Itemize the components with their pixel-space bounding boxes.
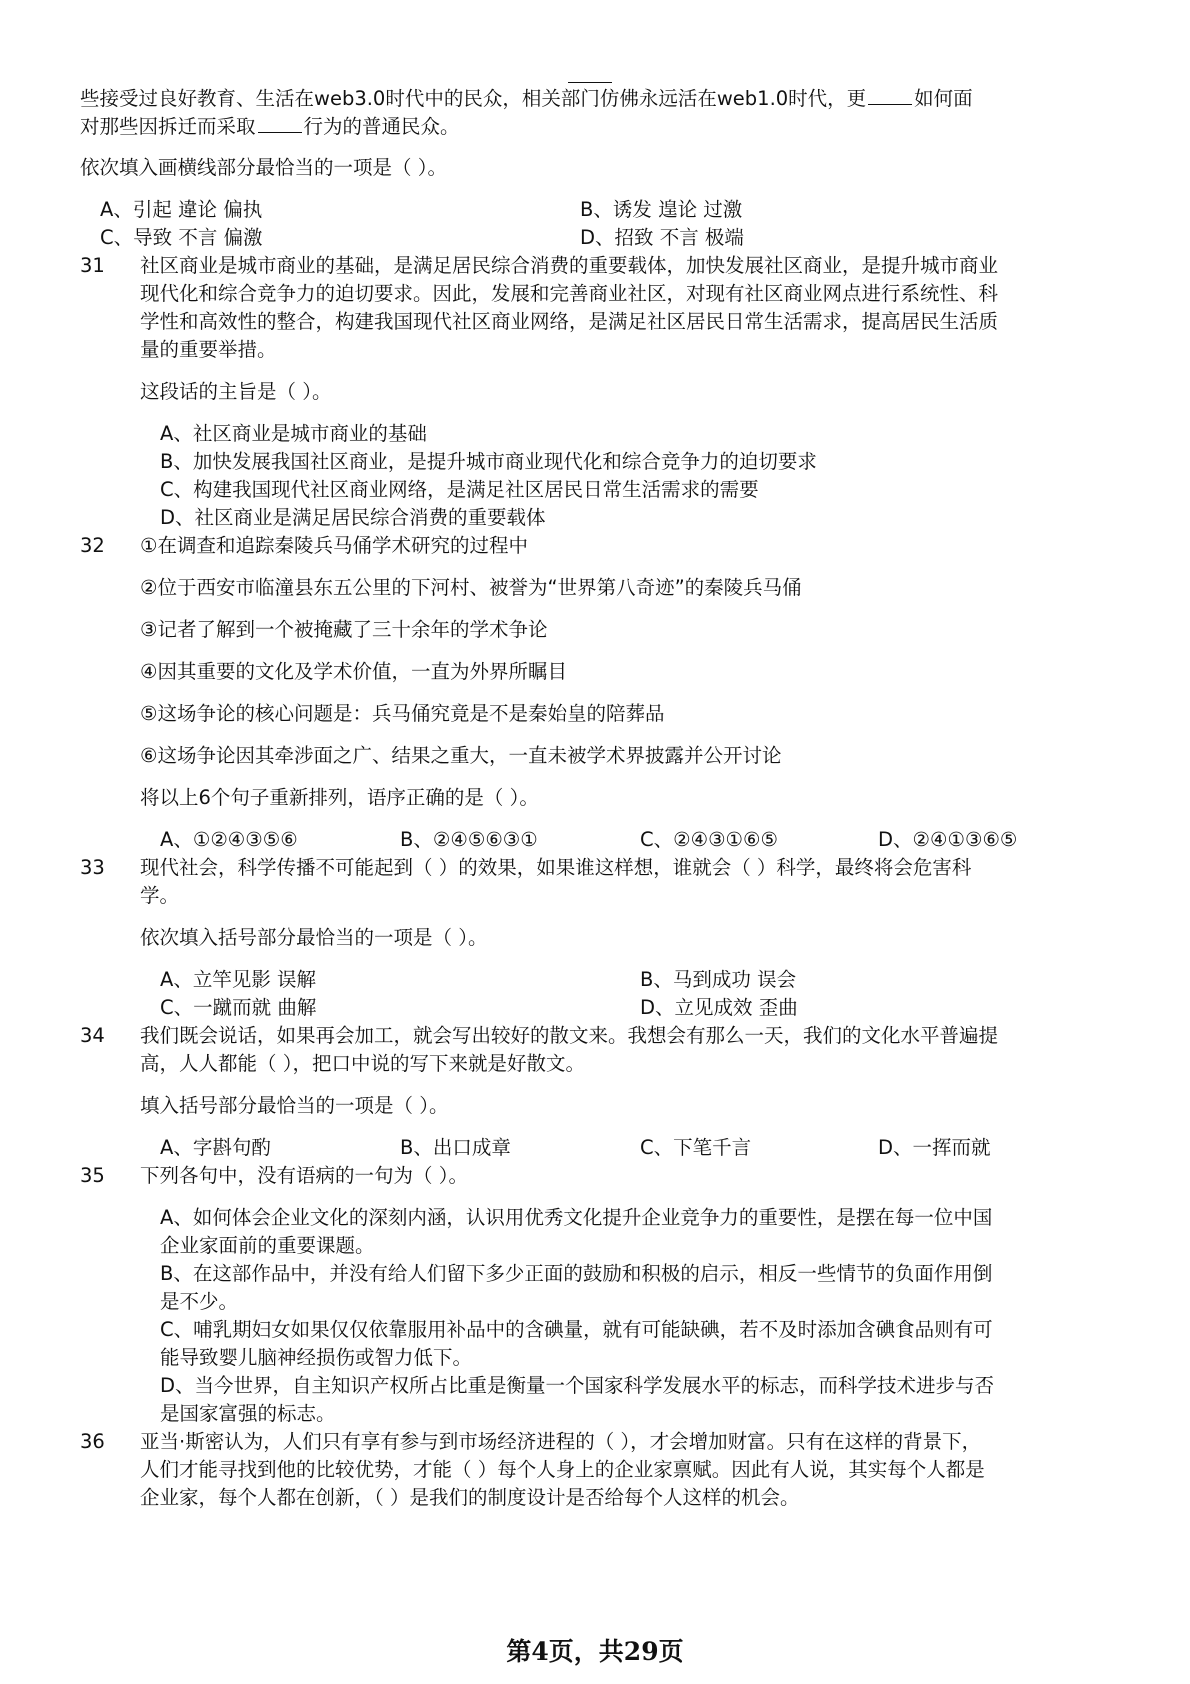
intro-line-2: 对那些因拆迁而采取 行为的普通民众。: [80, 112, 460, 141]
q36-line-2: 人们才能寻找到他的比较优势，才能（ ）每个人身上的企业家禀赋。因此有人说，其实每个人都是: [140, 1458, 985, 1481]
question-number-33: 33: [80, 856, 105, 879]
q32-prompt: 将以上6个句子重新排列，语序正确的是（ ）。: [140, 786, 539, 809]
q32-sentence-3: ③记者了解到一个被掩藏了三十余年的学术争论: [140, 618, 548, 641]
question-number-34: 34: [80, 1024, 105, 1047]
q35-option-c-line-1: C、哺乳期妇女如果仅仅依靠服用补品中的含碘量，就有可能缺碘，若不及时添加含碘食品则有可: [160, 1318, 993, 1341]
q34-option-a: A、字斟句酌: [160, 1136, 271, 1159]
q35-option-d-line-1: D、当今世界，自主知识产权所占比重是衡量一个国家科学发展水平的标志，而科学技术进步与否: [160, 1374, 995, 1397]
q32-sentence-6: ⑥这场争论因其牵涉面之广、结果之重大，一直未被学术界披露并公开讨论: [140, 744, 782, 767]
q34-option-b: B、出口成章: [400, 1136, 511, 1159]
q31-option-a: A、社区商业是城市商业的基础: [160, 422, 427, 445]
q34-line-1: 我们既会说话，如果再会加工，就会写出较好的散文来。我想会有那么一天，我们的文化水平普遍提: [140, 1024, 999, 1047]
q34-prompt: 填入括号部分最恰当的一项是（ ）。: [140, 1094, 449, 1117]
q35-prompt: 下列各句中，没有语病的一句为（ ）。: [140, 1164, 468, 1187]
q33-option-d: D、立见成效 歪曲: [640, 996, 798, 1019]
q31-prompt: 这段话的主旨是（ ）。: [140, 380, 332, 403]
question-number-36: 36: [80, 1430, 105, 1453]
q36-line-1: 亚当·斯密认为，人们只有享有参与到市场经济进程的（ ），才会增加财富。只有在这样的背景下，: [140, 1430, 982, 1453]
q32-option-c: C、②④③①⑥⑤: [640, 828, 779, 851]
intro-option-c: C、导致 不言 偏激: [100, 226, 263, 249]
intro-option-d: D、招致 不言 极端: [580, 226, 744, 249]
q33-line-1: 现代社会，科学传播不可能起到（ ）的效果，如果谁这样想，谁就会（ ）科学，最终将会危害科: [140, 856, 972, 879]
q33-option-b: B、马到成功 误会: [640, 968, 797, 991]
q33-option-c: C、一蹴而就 曲解: [160, 996, 317, 1019]
q35-option-b-line-1: B、在这部作品中，并没有给人们留下多少正面的鼓励和积极的启示，相反一些情节的负面作用倒: [160, 1262, 993, 1285]
q35-option-b-line-2: 是不少。: [160, 1290, 239, 1313]
q32-option-d: D、②④①③⑥⑤: [878, 828, 1018, 851]
q35-option-c-line-2: 能导致婴儿脑神经损伤或智力低下。: [160, 1346, 473, 1369]
question-number-35: 35: [80, 1164, 105, 1187]
q31-option-c: C、构建我国现代社区商业网络，是满足社区居民日常生活需求的需要: [160, 478, 759, 501]
q36-line-3: 企业家，每个人都在创新，（ ）是我们的制度设计是否给每个人这样的机会。: [140, 1486, 800, 1509]
q31-option-d: D、社区商业是满足居民综合消费的重要载体: [160, 506, 546, 529]
q32-sentence-1: ①在调查和追踪秦陵兵马俑学术研究的过程中: [140, 534, 528, 557]
q32-sentence-5: ⑤这场争论的核心问题是：兵马俑究竟是不是秦始皇的陪葬品: [140, 702, 665, 725]
answer-blank: [258, 112, 302, 133]
q32-sentence-2: ②位于西安市临潼县东五公里的下河村、被誉为“世界第八奇迹”的秦陵兵马俑: [140, 576, 802, 599]
page-footer: 第4页，共29页: [506, 1637, 684, 1666]
q32-option-a: A、①②④③⑤⑥: [160, 828, 298, 851]
q35-option-a-line-1: A、如何体会企业文化的深刻内涵，认识用优秀文化提升企业竞争力的重要性，是摆在每一位中国: [160, 1206, 993, 1229]
question-number-31: 31: [80, 254, 105, 277]
q34-option-d: D、一挥而就: [878, 1136, 991, 1159]
q32-option-b: B、②④⑤⑥③①: [400, 828, 538, 851]
q33-prompt: 依次填入括号部分最恰当的一项是（ ）。: [140, 926, 488, 949]
q35-option-d-line-2: 是国家富强的标志。: [160, 1402, 336, 1425]
q32-sentence-4: ④因其重要的文化及学术价值，一直为外界所瞩目: [140, 660, 567, 683]
intro-option-b: B、诱发 遑论 过激: [580, 198, 743, 221]
q34-line-2: 高，人人都能（ ），把口中说的写下来就是好散文。: [140, 1052, 585, 1075]
intro-prompt: 依次填入画横线部分最恰当的一项是（ ）。: [80, 156, 447, 179]
q31-line-4: 量的重要举措。: [140, 338, 277, 361]
q33-option-a: A、立竿见影 误解: [160, 968, 317, 991]
intro-option-a: A、引起 違论 偏执: [100, 198, 263, 221]
q34-option-c: C、下笔千言: [640, 1136, 752, 1159]
q31-option-b: B、加快发展我国社区商业，是提升城市商业现代化和综合竞争力的迫切要求: [160, 450, 817, 473]
q31-line-3: 学性和高效性的整合，构建我国现代社区商业网络，是满足社区居民日常生活需求，提高居民生活质: [140, 310, 999, 333]
q33-line-2: 学。: [140, 884, 180, 907]
intro-line-1: 些接受过良好教育、生活在web3.0时代中的民众，相关部门仿佛永远活在web1.0时代，更 如何面: [80, 84, 973, 113]
q35-option-a-line-2: 企业家面前的重要课题。: [160, 1234, 375, 1257]
q31-line-2: 现代化和综合竞争力的迫切要求。因此，发展和完善商业社区，对现有社区商业网点进行系统性、科: [140, 282, 999, 305]
q31-line-1: 社区商业是城市商业的基础，是满足居民综合消费的重要载体，加快发展社区商业，是提升城市商业: [140, 254, 999, 277]
question-number-32: 32: [80, 534, 105, 557]
answer-blank: [868, 84, 912, 105]
answer-blank-top: [568, 82, 612, 83]
